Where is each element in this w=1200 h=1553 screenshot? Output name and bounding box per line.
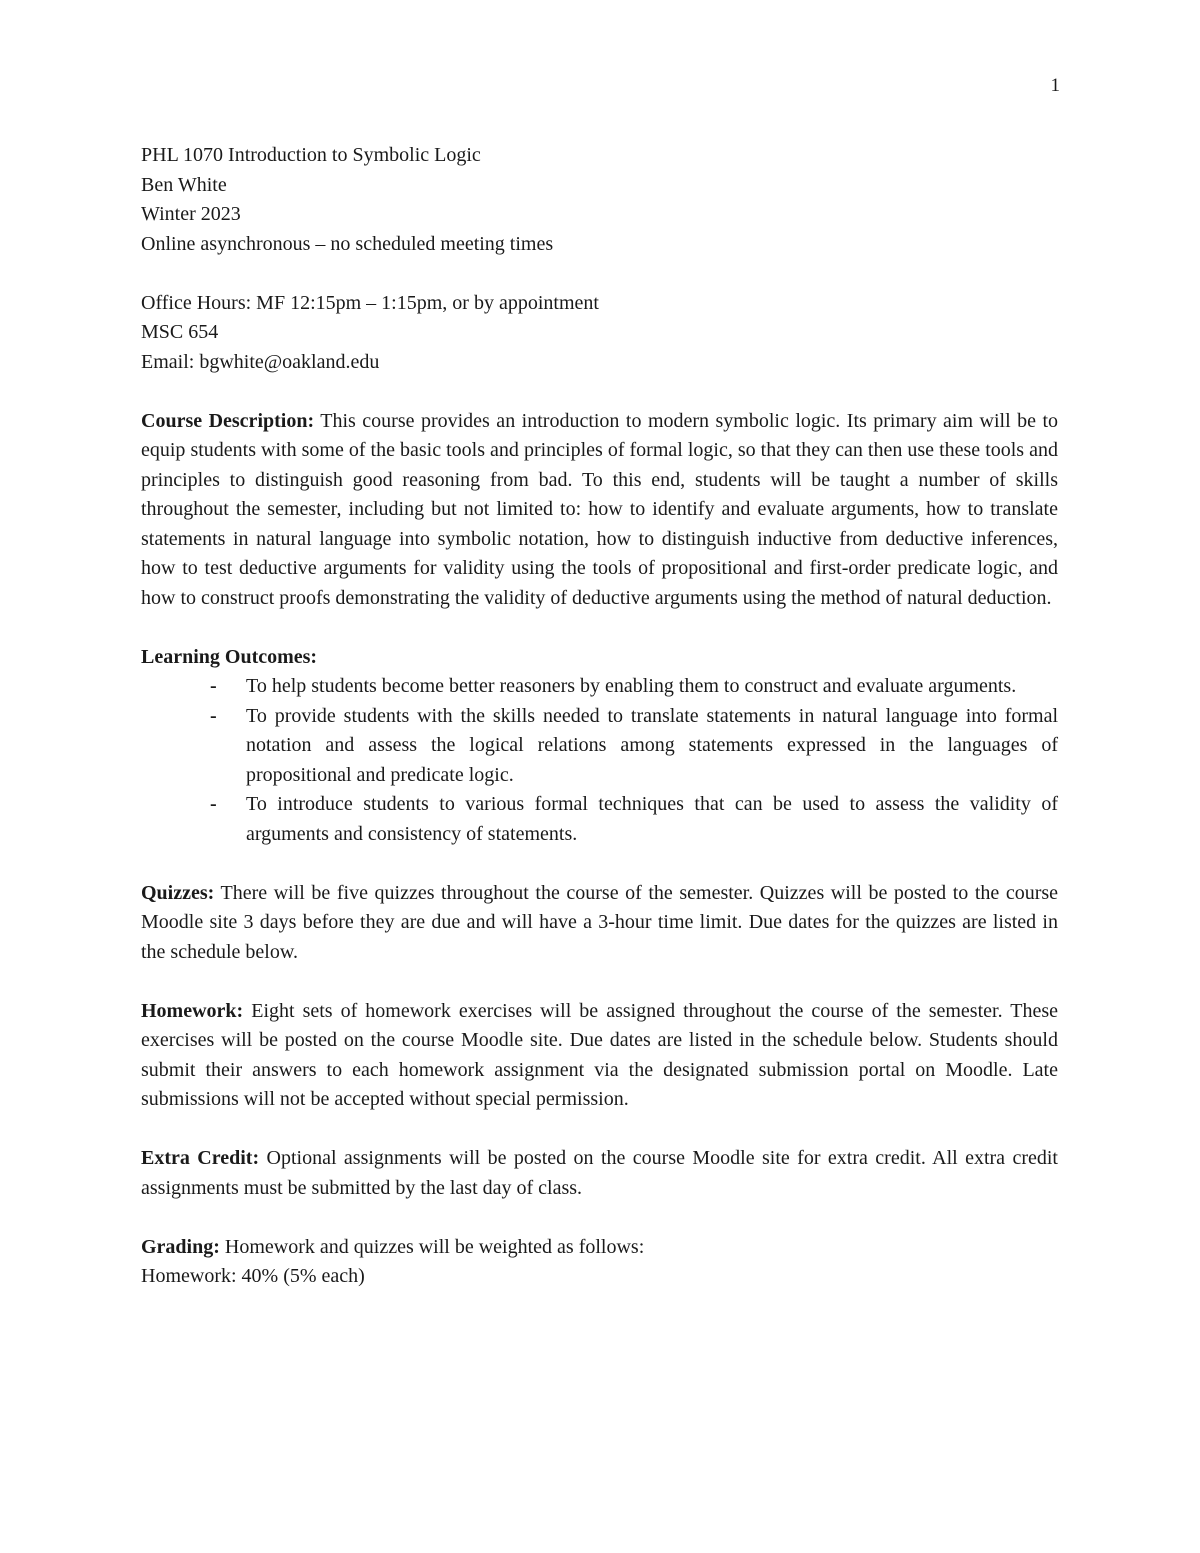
spacer <box>141 967 1058 997</box>
course-description-label: Course Description: <box>141 409 315 432</box>
outcome-text: To introduce students to various formal techniques that can be used to assess the validity of arguments and consistency of statements. <box>246 793 1058 845</box>
instructor-name: Ben White <box>141 173 227 196</box>
term: Winter 2023 <box>141 203 241 225</box>
grading-text: Homework and quizzes will be weighted as follows: <box>224 1235 645 1258</box>
outcome-text: To help students become better reasoners by enabling them to construct and evaluate arguments. <box>246 675 1017 697</box>
outcome-text: To provide students with the skills needed to translate statements in natural language into formal notation and assess the logical relations among statements expressed in the languages of propositional and predicate logic. <box>246 704 1058 786</box>
extra-credit-section <box>141 1144 1058 1203</box>
learning-outcomes-label: Learning Outcomes: <box>141 645 318 668</box>
office-hours: Office Hours: MF 12:15pm – 1:15pm, or by appointment <box>141 291 599 314</box>
course-header <box>141 141 1058 259</box>
homework-weight: Homework: 40% (5% each) <box>141 1265 365 1287</box>
contact-info <box>141 289 1058 378</box>
dash-bullet: - <box>210 704 217 727</box>
quizzes-section <box>141 879 1058 968</box>
spacer <box>141 613 1058 643</box>
quizzes-text: There will be five quizzes throughout the course of the semester. Quizzes will be posted to the course Moodle site 3 days before they are due and will have a 3-hour time limit. Due dates for the quizzes are listed in the schedule below. <box>141 881 1059 963</box>
dash-bullet: - <box>210 793 217 815</box>
spacer <box>141 259 1058 289</box>
grading-label: Grading: <box>141 1235 220 1258</box>
course-description <box>141 407 1058 614</box>
dash-bullet: - <box>210 675 217 697</box>
office-location: MSC 654 <box>141 321 219 343</box>
spacer <box>141 1203 1058 1233</box>
learning-outcomes-list <box>141 672 1058 849</box>
email: Email: bgwhite@oakland.edu <box>141 350 380 373</box>
spacer <box>141 1115 1058 1145</box>
list-item <box>141 790 1058 849</box>
extra-credit-text: Optional assignments will be posted on the course Moodle site for extra credit. All extra credit assignments must be submitted by the last day of class. <box>141 1147 1058 1199</box>
course-description-text: This course provides an introduction to modern symbolic logic. Its primary aim will be to equip students with some of the basic tools and principles of formal logic, so that they can then use these tools and principles to distinguish good reasoning from bad. To this end, students will be taught a number of skills throughout the semester, including but not limited to: how to identify and evaluate arguments, how to translate statements in natural language into symbolic notation, how to distinguish inductive from deductive inferences, how to test deductive arguments for validity using the tools of propositional and first-order predicate logic, and how to construct proofs demonstrating the validity of deductive arguments using the method of natural deduction. <box>141 409 1059 609</box>
spacer <box>141 377 1058 407</box>
page-number: 1 <box>1050 75 1060 96</box>
spacer <box>141 849 1058 879</box>
grading-section <box>141 1233 1058 1263</box>
syllabus-body <box>141 141 1058 1292</box>
homework-text: Eight sets of homework exercises will be assigned throughout the course of the semester. These exercises will be posted on the course Moodle site. Due dates are listed in the schedule below. Students should submit their answers to each homework assignment via the designated submission portal on Moodle. Late submissions will not be accepted without special permission. <box>141 999 1058 1110</box>
course-format: Online asynchronous – no scheduled meeting times <box>141 232 554 255</box>
course-title: PHL 1070 Introduction to Symbolic Logic <box>141 144 481 166</box>
learning-outcomes <box>141 643 1058 850</box>
list-item <box>141 702 1058 791</box>
homework-label: Homework: <box>141 999 244 1022</box>
extra-credit-label: Extra Credit: <box>141 1147 260 1169</box>
homework-section <box>141 997 1058 1115</box>
list-item <box>141 672 1058 702</box>
quizzes-label: Quizzes: <box>141 881 215 904</box>
